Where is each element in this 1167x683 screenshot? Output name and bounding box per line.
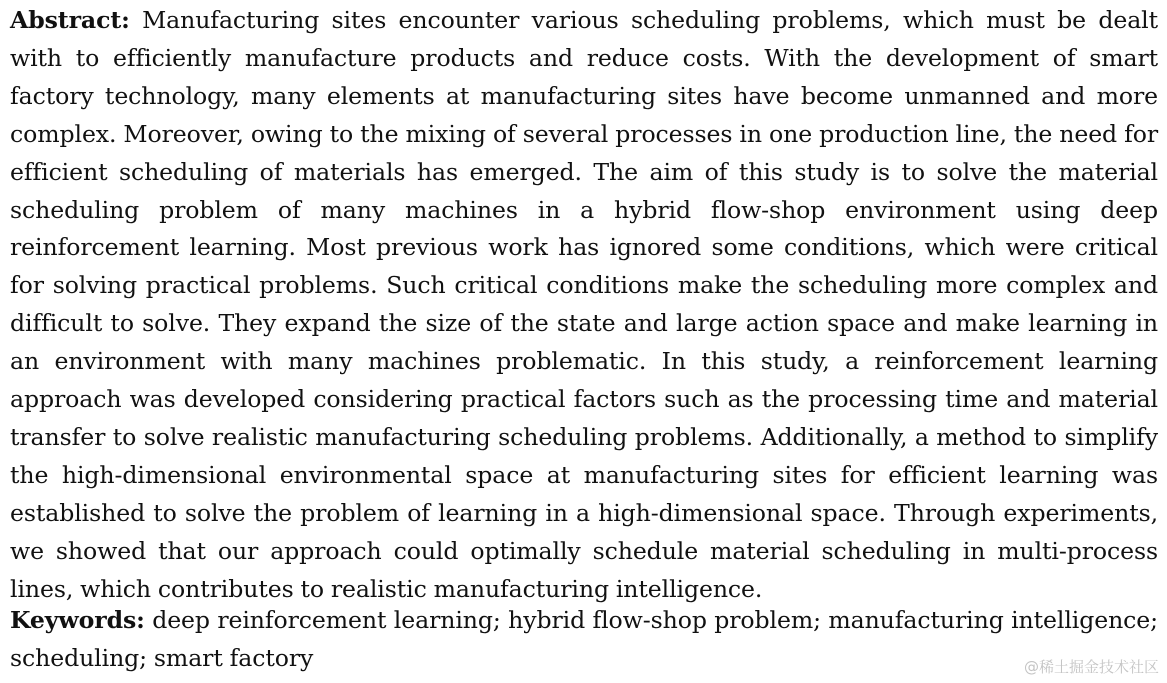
keywords-text: deep reinforcement learning; hybrid flow-shop problem; manufacturing intelligence; scheduling; smart factory — [10, 606, 1158, 672]
abstract-label: Abstract: — [10, 6, 130, 34]
abstract-paragraph — [10, 2, 1158, 609]
keywords-label: Keywords: — [10, 606, 145, 634]
keywords-paragraph — [10, 602, 1158, 678]
watermark: @稀土掘金技术社区 — [1023, 658, 1159, 676]
abstract-text: Manufacturing sites encounter various scheduling problems, which must be dealt with to efficiently manufacture products and reduce costs. With the development of smart factory technology, many elements at manufacturing sites have become unmanned and more complex. Moreover, owing to the mixing of several processes in one production line, the need for efficient scheduling of materials has emerged. The aim of this study is to solve the material scheduling problem of many machines in a hybrid flow-shop environment using deep reinforcement learning. Most previous work has ignored some conditions, which were critical for solving practical problems. Such critical conditions make the scheduling more complex and difficult to solve. They expand the size of the state and large action space and make learning in an environment with many machines problematic. In this study, a reinforcement learning approach was developed considering practical factors such as the processing time and material transfer to solve realistic manufacturing scheduling problems. Additionally, a method to simplify the high-dimensional environmental space at manufacturing sites for efficient learning was established to solve the problem of learning in a high-dimensional space. Through experiments, we showed that our approach could optimally schedule material scheduling in multi-process lines, which contributes to realistic manufacturing intelligence. — [10, 6, 1159, 603]
